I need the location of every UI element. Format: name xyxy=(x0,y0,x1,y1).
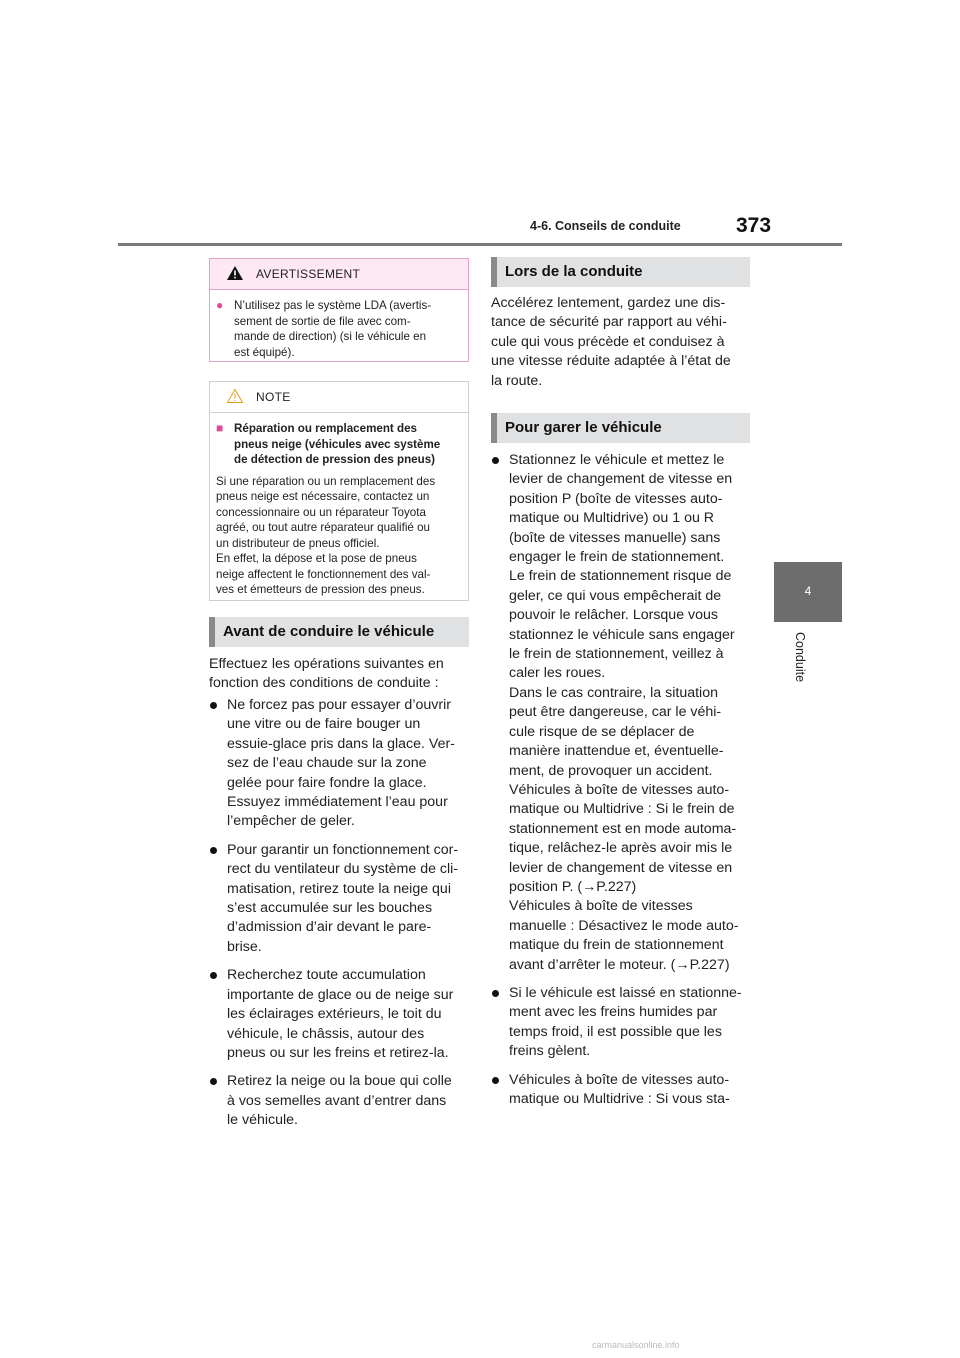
conduite-text: Accélérez lentement, gardez une dis- tance de sécurité par rapport au véhi- cule qui vous précède et conduisez à une vitesse réduite adaptée à l’état de la route. xyxy=(491,295,731,389)
note-box-header xyxy=(210,382,468,413)
caution-triangle-icon xyxy=(226,388,244,404)
list-item: Véhicules à boîte de vitesses auto- matique ou Multidrive : Si vous sta- xyxy=(491,1071,753,1110)
footer-watermark: carmanualsonline.info xyxy=(592,1340,680,1350)
chapter-tab-label: Conduite xyxy=(793,632,807,683)
pink-square-icon: ■ xyxy=(216,421,224,435)
warning-item xyxy=(216,298,456,360)
warning-triangle-icon xyxy=(226,265,244,281)
warning-box-body xyxy=(210,290,468,368)
pink-bullet-icon: ● xyxy=(216,298,224,312)
section-title: 4-6. Conseils de conduite xyxy=(530,219,681,233)
warning-box-title: AVERTISSEMENT xyxy=(256,267,361,281)
bullet-dot-icon xyxy=(210,972,217,979)
chapter-tab-number: 4 xyxy=(804,584,812,598)
section-heading-conduite-text: Lors de la conduite xyxy=(505,263,643,280)
warning-box-header xyxy=(210,259,468,290)
note-box-body xyxy=(210,413,468,606)
list-item: Retirez la neige ou la boue qui colle à vos semelles avant d’entrer dans le véhicule. xyxy=(209,1072,471,1130)
note-item-title: Réparation ou remplacement des pneus neige (véhicules avec système de détection de pression des pneus) xyxy=(234,422,441,466)
list-item: Si le véhicule est laissé en stationne- ment avec les freins humides par temps froid, il est possible que les freins gèlent. xyxy=(491,984,753,1062)
section-heading-garer-text: Pour garer le véhicule xyxy=(505,419,662,436)
note-item-text: Si une réparation ou un remplacement des pneus neige est nécessaire, contactez un concessionnaire ou un réparateur Toyota agréé, ou tout autre réparateur qualifié ou un distributeur de pneus officiel. En effet, la dépose et la pose de pneus neige affectent le fonctionnement des val- ves et émetteurs de pression des pneus. xyxy=(216,474,436,596)
section-heading-avant-text: Avant de conduire le véhicule xyxy=(223,623,435,640)
left-intro: Effectuez les opérations suivantes en fonction des conditions de conduite : xyxy=(209,656,444,692)
note-box xyxy=(209,381,469,601)
header-rule xyxy=(118,243,842,246)
note-box-title: NOTE xyxy=(256,390,291,404)
bullet-dot-icon xyxy=(210,1078,217,1085)
bullet-dot-icon xyxy=(210,702,217,709)
list-item: Stationnez le véhicule et mettez le levier de changement de vitesse en position P (boîte de vitesses auto- matique ou Multidrive) ou 1 ou R (boîte de vitesses manuelle) sans engager le frein de stationnement. Le frein de stationnement risque de geler, ce qui vous empêcherait de pouvoir le relâcher. Lorsque vous stationnez le véhicule sans engager le frein de stationnement, veillez à caler les roues. Dans le cas contraire, la situation peut être dangereuse, car le véhi- cule risque de se déplacer de manière inattendue et, éventuelle- ment, de provoquer un accident. Véhicules à boîte de vitesses auto- matique ou Multidrive : Si le frein de stationnement est en mode automa- tique, relâchez-le après avoir mis le levier de changement de vitesse en position P. (→P.227) Véhicules à boîte de vitesses manuelle : Désactivez le mode auto- matique du frein de stationnement avant d’arrêter le moteur. (→P.227) xyxy=(491,451,753,975)
bullet-dot-icon xyxy=(210,847,217,854)
note-item-title-row xyxy=(216,421,456,468)
bullet-dot-icon xyxy=(492,457,499,464)
section-heading-avant xyxy=(209,617,469,647)
list-item: Recherchez toute accumulation importante de glace ou de neige sur les éclairages extérieurs, le toit du véhicule, le châssis, autour des pneus ou sur les freins et retirez-la. xyxy=(209,966,471,1063)
right-bullet-list xyxy=(491,451,753,1118)
page-number: 373 xyxy=(736,214,772,237)
section-heading-conduite xyxy=(491,257,750,287)
bullet-dot-icon xyxy=(492,990,499,997)
section-heading-garer xyxy=(491,413,750,443)
warning-box xyxy=(209,258,469,362)
list-item: Pour garantir un fonctionnement cor- rect du ventilateur du système de cli- matisation, retirez toute la neige qui s’est accumulée sur les bouches d’admission d’air devant le pare- brise. xyxy=(209,841,471,957)
warning-item-text: N’utilisez pas le système LDA (avertis- sement de sortie de file avec com- mande de direction) (si le véhicule en est équipé). xyxy=(234,299,432,359)
list-item: Ne forcez pas pour essayer d’ouvrir une vitre ou de faire bouger un essuie-glace pris dans la glace. Ver- sez de l’eau chaude sur la zone gelée pour faire fondre la glace. Essuyez immédiatement l’eau pour l’empêcher de geler. xyxy=(209,696,471,832)
left-bullet-list xyxy=(209,696,471,1140)
bullet-dot-icon xyxy=(492,1077,499,1084)
